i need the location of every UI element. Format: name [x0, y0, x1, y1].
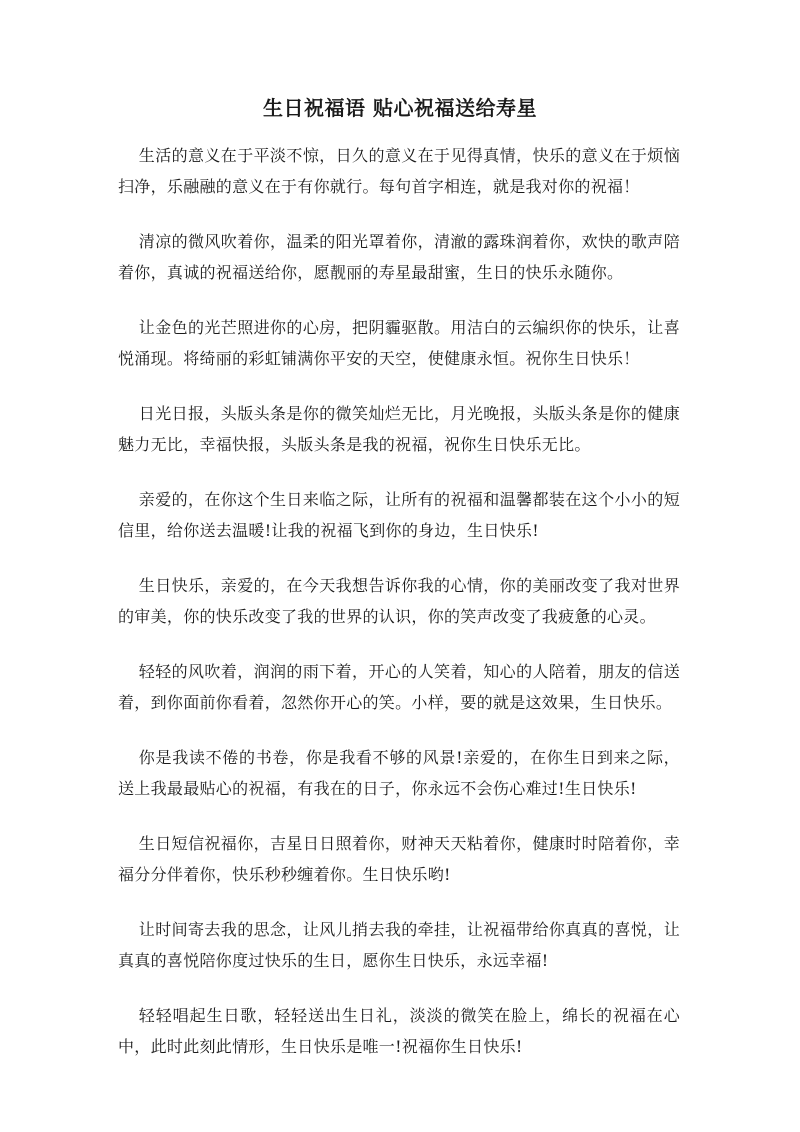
document-title: 生日祝福语 贴心祝福送给寿星: [263, 96, 537, 120]
document-body: [118, 140, 680, 1086]
paragraph-2: 清凉的微风吹着你，温柔的阳光罩着你，清澈的露珠润着你，欢快的歌声陪着你，真诚的祝福送给你，愿靓丽的寿星最甜蜜，生日的快乐永随你。: [118, 232, 680, 282]
paragraph-10: 让时间寄去我的思念，让风儿捎去我的牵挂，让祝福带给你真真的喜悦，让真真的喜悦陪你度过快乐的生日，愿你生日快乐，永远幸福!: [118, 920, 680, 970]
paragraph-9: 生日短信祝福你，吉星日日照着你，财神天天粘着你，健康时时陪着你，幸福分分伴着你，快乐秒秒缠着你。生日快乐哟!: [118, 834, 680, 884]
paragraph-7: 轻轻的风吹着，润润的雨下着，开心的人笑着，知心的人陪着，朋友的信送着，到你面前你看着，忽然你开心的笑。小样，要的就是这效果，生日快乐。: [118, 662, 680, 712]
paragraph-11: 轻轻唱起生日歌，轻轻送出生日礼，淡淡的微笑在脸上，绵长的祝福在心中，此时此刻此情形，生日快乐是唯一!祝福你生日快乐!: [118, 1006, 680, 1056]
paragraph-6: 生日快乐，亲爱的，在今天我想告诉你我的心情，你的美丽改变了我对世界的审美，你的快乐改变了我的世界的认识，你的笑声改变了我疲惫的心灵。: [118, 576, 680, 626]
paragraph-1: 生活的意义在于平淡不惊，日久的意义在于见得真情，快乐的意义在于烦恼扫净，乐融融的意义在于有你就行。每句首字相连，就是我对你的祝福！: [118, 146, 680, 196]
paragraph-4: 日光日报，头版头条是你的微笑灿烂无比，月光晚报，头版头条是你的健康魅力无比，幸福快报，头版头条是我的祝福，祝你生日快乐无比。: [118, 404, 680, 454]
paragraph-8: 你是我读不倦的书卷，你是我看不够的风景!亲爱的，在你生日到来之际，送上我最最贴心的祝福，有我在的日子，你永远不会伤心难过!生日快乐!: [118, 748, 680, 798]
paragraph-5: 亲爱的，在你这个生日来临之际，让所有的祝福和温馨都装在这个小小的短信里，给你送去温暖!让我的祝福飞到你的身边，生日快乐!: [118, 490, 680, 540]
paragraph-3: 让金色的光芒照进你的心房，把阴霾驱散。用洁白的云编织你的快乐，让喜悦涌现。将绮丽的彩虹铺满你平安的天空，使健康永恒。祝你生日快乐！: [118, 318, 680, 368]
